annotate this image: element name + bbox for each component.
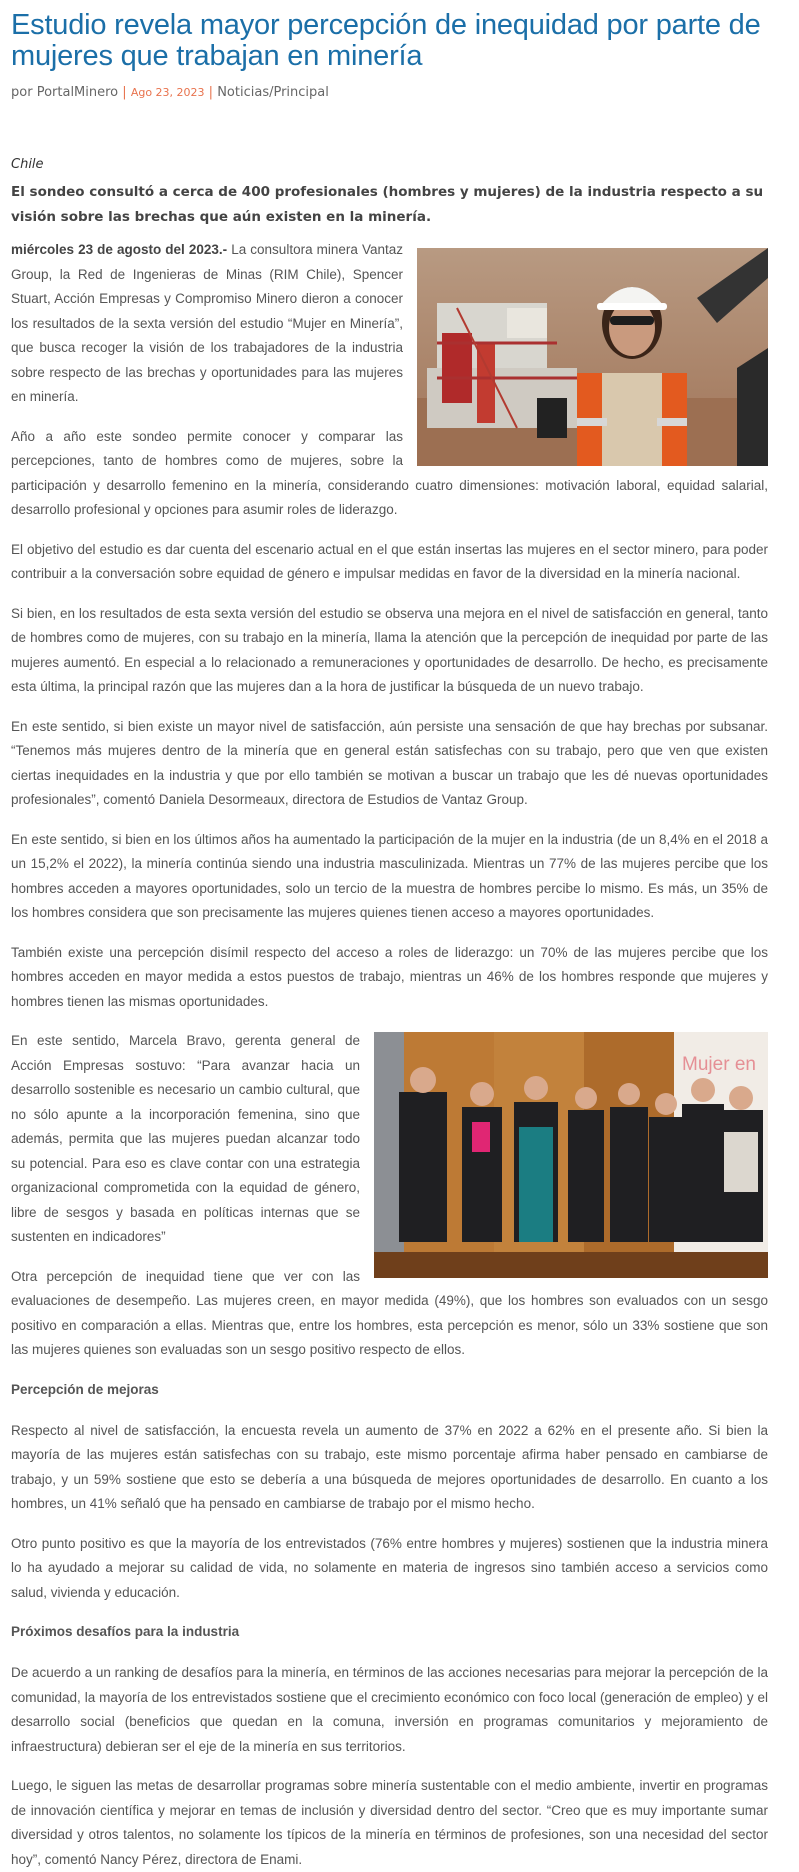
article-lead: El sondeo consultó a cerca de 400 profesionales (hombres y mujeres) de la industria respecto a su visión sobre las brechas que aún existen en la minería.: [11, 184, 764, 225]
country-label: Chile: [11, 157, 44, 172]
section-heading: Percepción de mejoras: [11, 1381, 159, 1397]
paragraph: Si bien, en los resultados de esta sexta versión del estudio se observa una mejora en el nivel de satisfacción en general, tanto de hombres como de mujeres, con su trabajo en la minería, llama la atención que la percepción de inequidad por parte de las mujeres aumentó. En especial a lo relacionado a remuneraciones y oportunidades de desarrollo. De hecho, es precisamente esta última, la principal razón que las mujeres dan a la hora de justificar la búsqueda de un nuevo trabajo.: [11, 605, 768, 694]
paragraph: Respecto al nivel de satisfacción, la encuesta revela un aumento de 37% en 2022 a 62% en el presente año. Si bien la mayoría de las mujeres están satisfechas con su trabajo, este mismo porcentaje afirma haber pensado en cambiarse de trabajo, y un 59% sostiene que esto se debería a una búsqueda de mejores oportunidades de desarrollo. En cuanto a los hombres, un 41% señaló que ha pensado en cambiarse de trabajo por el mismo hecho.: [11, 1422, 768, 1511]
author-prefix: por: [11, 85, 33, 100]
paragraph: Año a año este sondeo permite conocer y comparar las percepciones, tanto de hombres como de mujeres, sobre la participación y desarrollo femenino en la minería, considerando cuatro dimensiones: motivación laboral, equidad salarial, desarrollo profesional y opciones para asumir roles de liderazgo.: [11, 428, 768, 517]
paragraph: Luego, le siguen las metas de desarrollar programas sobre minería sustentable con el medio ambiente, invertir en programas de innovación científica y mejorar en temas de inclusión y diversidad dentro del sector. “Creo que es muy importante sumar diversidad y otros talentos, no solamente los típicos de la minería en términos de profesiones, son una necesidad del sector hoy”, comentó Nancy Pérez, directora de Enami.: [11, 1778, 768, 1867]
paragraph: También existe una percepción disímil respecto del acceso a roles de liderazgo: un 70% de las mujeres percibe que los hombres acceden en mayor medida a estos puestos de trabajo, mientras un 46% de los hombres responde que mujeres y hombres tienen las mismas oportunidades.: [11, 944, 768, 1009]
dateline: miércoles 23 de agosto del 2023.-: [11, 242, 228, 257]
article: [0, 10, 779, 1872]
article-title: Estudio revela mayor percepción de inequidad por parte de mujeres que trabajan en minería: [11, 9, 761, 72]
paragraph: miércoles 23 de agosto del 2023.- La consultora minera Vantaz Group, la Red de Ingenieras de Minas (RIM Chile), Spencer Stuart, Acción Empresas y Compromiso Minero dieron a conocer los resultados de la sexta versión del estudio “Mujer en Minería”, que busca recoger la visión de los trabajadores de la industria sobre respecto de las brechas y oportunidades para las mujeres en minería.: [11, 242, 403, 404]
paragraph: Otro punto positivo es que la mayoría de los entrevistados (76% entre hombres y mujeres) sostienen que la industria minera lo ha ayudado a mejorar su calidad de vida, no solamente en materia de ingresos sino también acceso a servicios como salud, vivienda y educación.: [11, 1535, 768, 1600]
paragraph: En este sentido, Marcela Bravo, gerenta general de Acción Empresas sostuvo: “Para avanzar hacia un desarrollo sostenible es necesario un cambio cultural, que no sólo apunte a la incorporación femenina, sino que además, permita que las mujeres puedan alcanzar todo su potencial. Para eso es clave contar con una estrategia organizacional comprometida con la equidad de género, libre de sesgos y basada en políticas internas que se sustenten en indicadores”: [11, 1033, 360, 1244]
paragraph: Otra percepción de inequidad tiene que ver con las evaluaciones de desempeño. Las mujeres creen, en mayor medida (49%), que los hombres son evaluados con un sesgo positivo en comparación a ellas. Mientras que, entre los hombres, esta percepción es menor, sólo un 33% sostiene que son las mujeres quienes son evaluadas son un sesgo positivo respecto de ellos.: [11, 1268, 768, 1357]
publish-date: Ago 23, 2023: [130, 86, 205, 99]
paragraph: De acuerdo a un ranking de desafíos para la minería, en términos de las acciones necesarias para mejorar la percepción de la comunidad, la mayoría de los entrevistados sostiene que el crecimiento económico con foco local (generación de empleo) y el desarrollo social (beneficios que quedan en la comuna, inversión en programas comunitarios y mejoramiento de infraestructura) debieran ser el eje de la minería en sus territorios.: [11, 1665, 768, 1754]
miner-photo: [417, 248, 768, 466]
banner-text: Mujer en: [682, 1054, 756, 1075]
paragraph: El objetivo del estudio es dar cuenta del escenario actual en el que están insertas las mujeres en el sector minero, para poder contribuir a la conversación sobre equidad de género e impulsar medidas en favor de la diversidad en la minería nacional.: [11, 541, 768, 581]
group-photo: [374, 1032, 768, 1278]
article-meta: [11, 84, 768, 102]
section-heading: Próximos desafíos para la industria: [11, 1624, 240, 1639]
category-link[interactable]: Noticias/Principal: [217, 85, 329, 100]
meta-separator: |: [122, 85, 127, 100]
author-link[interactable]: PortalMinero: [36, 85, 119, 100]
paragraph: En este sentido, si bien en los últimos años ha aumentado la participación de la mujer en la industria (de un 8,4% en el 2018 a un 15,2% el 2022), la minería continúa siendo una industria masculinizada. Mientras un 77% de las mujeres percibe que los hombres acceden a mayores oportunidades, solo un tercio de la muestra de hombres percibe lo mismo. Es más, un 35% de los hombres considera que son precisamente las mujeres quienes tienen acceso a mayores oportunidades.: [11, 831, 768, 920]
paragraph: En este sentido, si bien existe un mayor nivel de satisfacción, aún persiste una sensación de que hay brechas por subsanar. “Tenemos más mujeres dentro de la minería que en general están satisfechas con su trabajo, pero que ven que existen ciertas inequidades en la industria y que por ello también se motivan a buscar un trabajo que les dé nuevas oportunidades profesionales”, comentó Daniela Desormeaux, directora de Estudios de Vantaz Group.: [11, 718, 768, 807]
meta-separator: |: [208, 85, 214, 100]
